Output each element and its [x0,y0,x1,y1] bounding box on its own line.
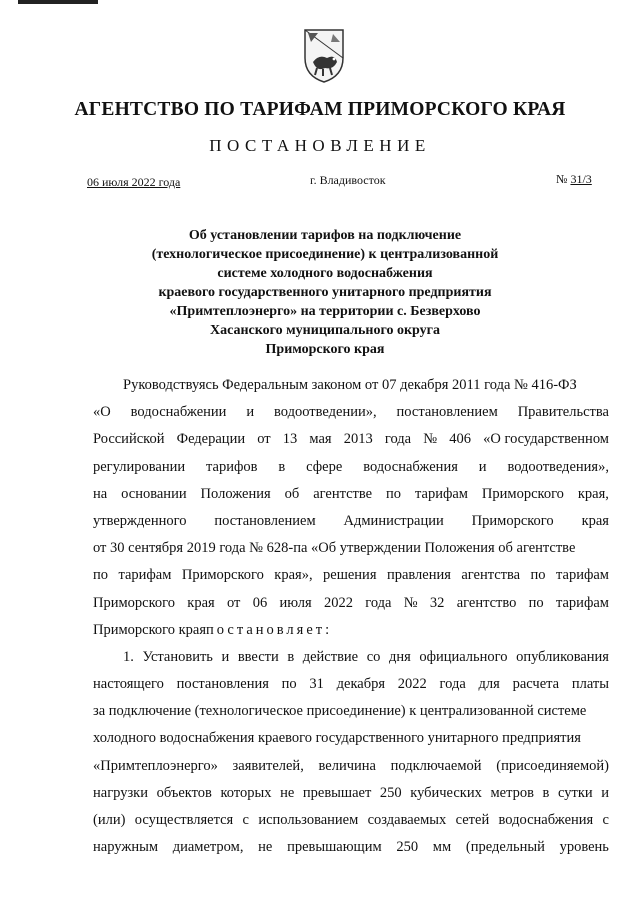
body-word: не [258,839,273,856]
body-word: 250 [396,839,419,856]
body-word: от [227,594,241,611]
body-word: июля [279,594,312,611]
body-word: Положения [200,485,271,502]
body-word: дня [388,648,411,665]
body-word: края, [577,485,609,502]
body-word: тарифам [555,594,609,611]
body-word: 250 [379,784,402,801]
body-line [93,590,609,617]
body-line [93,671,609,698]
body-word: 2022 [323,594,353,611]
body-word: водоотведении», [274,404,377,421]
title-line: Хасанского муниципального округа [209,323,440,338]
body-word: Приморского [93,594,175,611]
body-line [93,834,609,861]
body-word: заявителей, [232,757,304,774]
agency-name: АГЕНТСТВО ПО ТАРИФАМ ПРИМОРСКОГО КРАЯ [74,99,566,120]
body-word: постановлением [214,512,316,529]
body-word: (предельный [465,839,545,856]
body-line [93,372,609,399]
body-word: 406 [449,431,471,448]
body-word: водоснабжения [363,458,458,475]
body-word: водоснабжении [130,404,227,421]
body-word: «О государственном [483,431,609,448]
body-word: регулировании [93,458,186,475]
body-word: 2013 [343,431,373,448]
body-line [93,617,609,644]
body-line [93,644,609,671]
body-word: наружным [93,839,159,856]
body-line [93,753,609,780]
body-line [93,535,609,562]
body-word: «О [93,404,111,421]
body-word: декабря [336,676,386,693]
body-word: Правительства [517,404,609,421]
body-word: об [284,485,300,502]
body-word: (или) [93,812,126,828]
body-word: Приморского [481,485,564,502]
body-word: подключаемой [390,757,482,774]
body-word: основании [121,485,187,502]
title-line: (технологическое присоединение) к централизованной [151,247,499,262]
body-word: края», [274,567,313,584]
body-line [93,508,609,535]
body-word: от [257,431,271,448]
document-city: г. Владивосток [310,173,386,187]
body-line [93,725,609,752]
body-word: 2022 [397,676,427,693]
body-word: превышает [302,784,372,801]
body-word: диаметром, [172,839,244,856]
body-word: № [403,594,418,611]
coat-of-arms-icon [303,28,345,84]
body-word: года [439,676,466,693]
document-date: 06 июля 2022 года [87,175,181,189]
body-word: в [287,648,295,665]
body-word: по [528,594,544,611]
document-type: ПОСТАНОВЛЕНИЕ [209,136,431,155]
body-word: нагрузки [93,784,148,801]
body-word: превышающим [287,839,382,856]
body-word: опубликования [516,648,609,665]
body-word: действие [302,648,359,665]
body-word: холодного водоснабжения краевого государственного унитарного предприятия [93,730,581,747]
body-word: и [246,404,255,421]
body-word: «Примтеплоэнерго» [93,757,218,774]
body-word: Руководствуясь Федеральным законом от 07 декабря 2011 года № 416-ФЗ [123,377,577,393]
body-line [93,562,609,589]
body-line [93,399,609,426]
top-scan-mark [18,0,98,4]
body-word: осуществляется [134,812,234,828]
body-word: Администрации [343,512,444,529]
body-word: края [581,512,609,529]
body-word: и [478,458,487,475]
document-body [93,372,609,861]
body-word: тарифов [206,458,258,475]
body-word: постановляет: [206,621,333,638]
body-word: ввести [237,648,279,665]
body-word: Приморского [471,512,554,529]
body-word: 32 [429,594,445,611]
body-word: по [93,567,109,584]
body-word: по [281,676,297,693]
body-word: сфере [306,458,343,475]
body-word: водоотведения», [507,458,609,475]
body-word: агентстве [313,485,373,502]
body-word: Российской [93,431,165,448]
body-word: и [601,784,609,801]
body-word: правления [386,567,451,584]
body-word: Федерации [176,431,246,448]
body-word: от 30 сентября 2019 года № 628-па «Об утверждении Положения об агентстве [93,540,576,557]
body-word: 06 [252,594,268,611]
body-word: решения [323,567,377,584]
body-word: агентство [456,594,517,611]
body-word: тарифам [415,485,468,502]
body-word: края [187,594,215,611]
body-word: которых [220,784,272,801]
body-word: со [366,648,381,665]
body-word: Приморского края [93,621,207,638]
body-word: за подключение (технологическое присоединение) к централизованной системе [93,703,587,720]
body-word: с [242,812,249,828]
body-word: года [384,431,412,448]
body-word: мм [432,839,452,856]
body-word: постановлением [396,404,498,421]
title-line: «Примтеплоэнерго» на территории с. Безверхово [169,304,481,319]
body-word: объектов [156,784,212,801]
body-word: постановления [176,676,269,693]
body-word: официального [419,648,508,665]
body-word: 1. [123,648,134,665]
body-word: не [280,784,295,801]
body-word: кубических [410,784,482,801]
body-word: (присоединяемой) [496,757,609,774]
body-word: на [93,485,108,502]
body-word: Приморского [181,567,264,584]
title-line: краевого государственного унитарного предприятия [158,285,492,300]
body-word: в [542,784,550,801]
body-word: уровень [559,839,609,856]
body-word: и [221,648,230,665]
body-word: тарифам [556,567,609,584]
body-word: 13 [282,431,298,448]
body-word: утвержденного [93,512,187,529]
body-line [93,807,609,834]
body-word: сетей [455,812,490,828]
body-word: по [530,567,546,584]
body-word: настоящего [93,676,164,693]
body-word: платы [571,676,609,693]
body-word: 31 [309,676,324,693]
body-word: расчета [512,676,560,693]
body-word: создаваемых [367,812,447,828]
document-number [556,172,592,187]
body-word: тарифам [118,567,172,584]
body-word: использованием [258,812,359,828]
body-word: величина [318,757,376,774]
body-word: года [365,594,392,611]
body-word: водоснабжения [498,812,594,828]
body-line [93,780,609,807]
body-word: № [423,431,438,448]
body-word: сутки [557,784,593,801]
title-line: Об установлении тарифов на подключение [188,228,462,243]
body-line [93,698,609,725]
title-line: Приморского края [265,342,385,357]
body-word: агентства [461,567,521,584]
document-title [130,226,520,359]
body-line [93,481,609,508]
body-line [93,426,609,453]
body-word: в [278,458,286,475]
body-word: мая [309,431,332,448]
body-word: по [386,485,402,502]
body-word: метров [490,784,534,801]
number-value: 31/3 [570,172,592,186]
body-line [93,454,609,481]
body-word: для [478,676,500,693]
title-line: системе холодного водоснабжения [217,266,433,281]
body-word: с [602,812,609,828]
number-sign: № [556,172,568,186]
body-word: Установить [142,648,213,665]
